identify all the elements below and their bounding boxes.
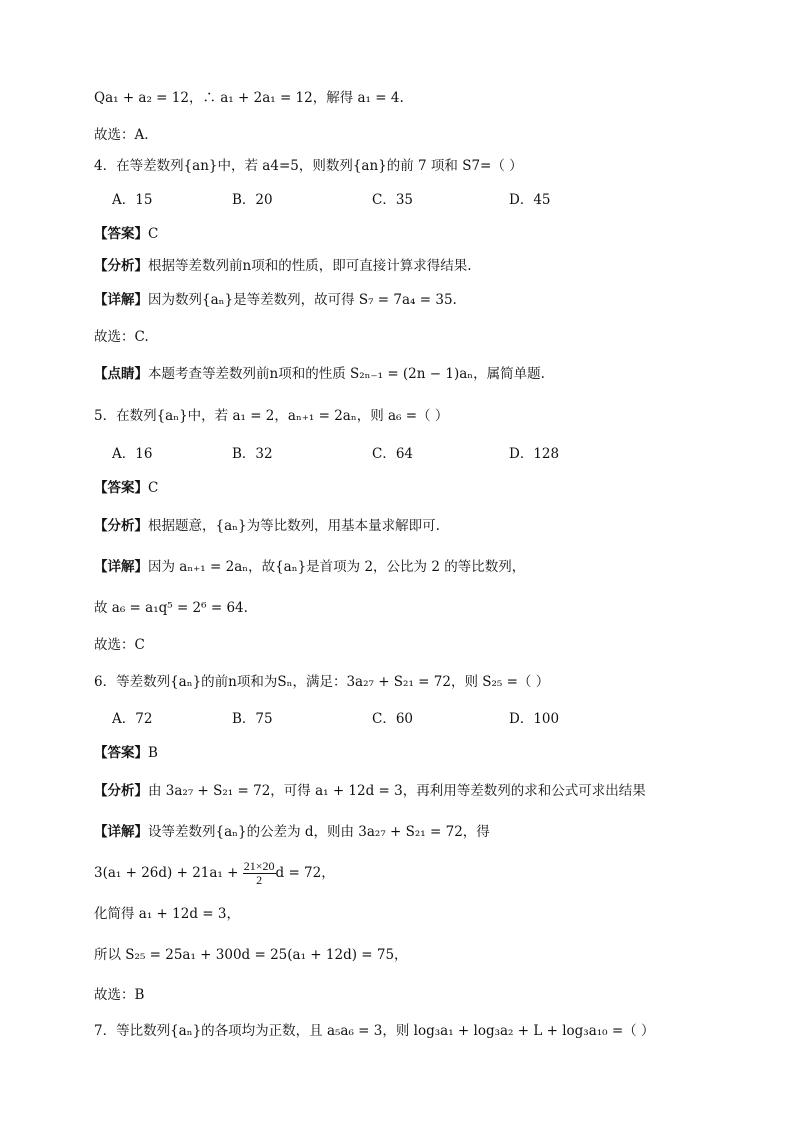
- equation-left: 3(a₁ + 26d) + 21a₁ +: [94, 865, 243, 881]
- q4-detail: [94, 290, 457, 310]
- question-4-stem: 4．在等差数列{an}中，若 a4=5，则数列{an}的前 7 项和 S7=（ ）: [94, 158, 523, 174]
- answer-value: C: [148, 480, 159, 496]
- question-5-stem: 5．在数列{aₙ}中，若 a₁ = 2，aₙ₊₁ = 2aₙ，则 a₆ =（ ）: [94, 408, 449, 424]
- fraction-numerator: 21×20: [243, 859, 275, 873]
- analysis-text: 根据等差数列前n项和的性质，即可直接计算求得结果.: [148, 258, 472, 274]
- analysis-tag: 【分析】: [94, 258, 148, 274]
- analysis-text: 根据题意，{aₙ}为等比数列，用基本量求解即可.: [148, 518, 440, 534]
- q4-option-c: C．35: [372, 192, 414, 208]
- question-7-stem: 7．等比数列{aₙ}的各项均为正数，且 a₅a₆ = 3，则 log₃a₁ + log₃a₂ + L + log₃a₁₀ =（ ）: [94, 1023, 655, 1039]
- detail-tag: 【详解】: [94, 292, 148, 308]
- q5-option-b: B．32: [232, 446, 273, 462]
- q4-option-b: B．20: [232, 192, 273, 208]
- answer-tag: 【答案】: [94, 480, 148, 496]
- q5-option-c: C．64: [372, 446, 414, 462]
- q6-equation-3: 所以 S₂₅ = 25a₁ + 300d = 25(a₁ + 12d) = 75，: [94, 947, 408, 963]
- answer-tag: 【答案】: [94, 745, 148, 761]
- q4-option-a: A．15: [112, 192, 153, 208]
- choose-line: 故选：A.: [94, 127, 149, 143]
- q4-answer: [94, 224, 158, 244]
- fraction: [243, 860, 276, 887]
- equation-right: d = 72，: [275, 865, 335, 881]
- analysis-tag: 【分析】: [94, 518, 148, 534]
- q4-option-d: D．45: [509, 192, 551, 208]
- answer-value: B: [148, 745, 158, 761]
- analysis-text: 由 3a₂₇ + S₂₁ = 72，可得 a₁ + 12d = 3，再利用等差数列的求和公式可求出结果: [148, 783, 646, 799]
- detail-text: 因为数列{aₙ}是等差数列，故可得 S₇ = 7a₄ = 35.: [148, 292, 457, 308]
- q6-detail: [94, 822, 490, 842]
- question-6-stem: 6．等差数列{aₙ}的前n项和为Sₙ，满足：3a₂₇ + S₂₁ = 72，则 S₂₅ =（ ）: [94, 674, 550, 690]
- solution-line: Qa₁ + a₂ = 12，∴ a₁ + 2a₁ = 12，解得 a₁ = 4.: [94, 90, 404, 106]
- comment-tag: 【点睛】: [94, 366, 148, 382]
- q4-analysis: [94, 256, 472, 276]
- q6-option-b: B．75: [232, 711, 273, 727]
- q6-analysis: [94, 781, 646, 801]
- q5-detail: [94, 557, 525, 577]
- q6-option-c: C．60: [372, 711, 414, 727]
- q5-option-a: A．16: [112, 446, 153, 462]
- detail-text: 因为 aₙ₊₁ = 2aₙ，故{aₙ}是首项为 2，公比为 2 的等比数列，: [148, 559, 526, 575]
- q4-choose: 故选：C.: [94, 329, 149, 345]
- q5-option-d: D．128: [509, 446, 560, 462]
- answer-tag: 【答案】: [94, 226, 148, 242]
- comment-text: 本题考查等差数列前n项和的性质 S₂ₙ₋₁ = (2n − 1)aₙ，属简单题.: [148, 366, 545, 382]
- detail-text: 设等差数列{aₙ}的公差为 d，则由 3a₂₇ + S₂₁ = 72，得: [148, 824, 490, 840]
- q5-choose: 故选：C: [94, 637, 145, 653]
- q4-comment: [94, 364, 545, 384]
- q5-detail-2: 故 a₆ = a₁q⁵ = 2⁶ = 64.: [94, 600, 248, 616]
- detail-tag: 【详解】: [94, 824, 148, 840]
- q5-analysis: [94, 516, 440, 536]
- fraction-denominator: 2: [256, 873, 263, 887]
- detail-tag: 【详解】: [94, 559, 148, 575]
- q6-option-a: A．72: [112, 711, 153, 727]
- q6-option-d: D．100: [509, 711, 560, 727]
- analysis-tag: 【分析】: [94, 783, 148, 799]
- answer-value: C: [148, 226, 159, 242]
- q6-choose: 故选：B: [94, 987, 145, 1003]
- q6-equation-2: 化简得 a₁ + 12d = 3，: [94, 906, 240, 922]
- q6-answer: [94, 743, 158, 763]
- q6-equation-1: [94, 858, 335, 888]
- q5-answer: [94, 478, 158, 498]
